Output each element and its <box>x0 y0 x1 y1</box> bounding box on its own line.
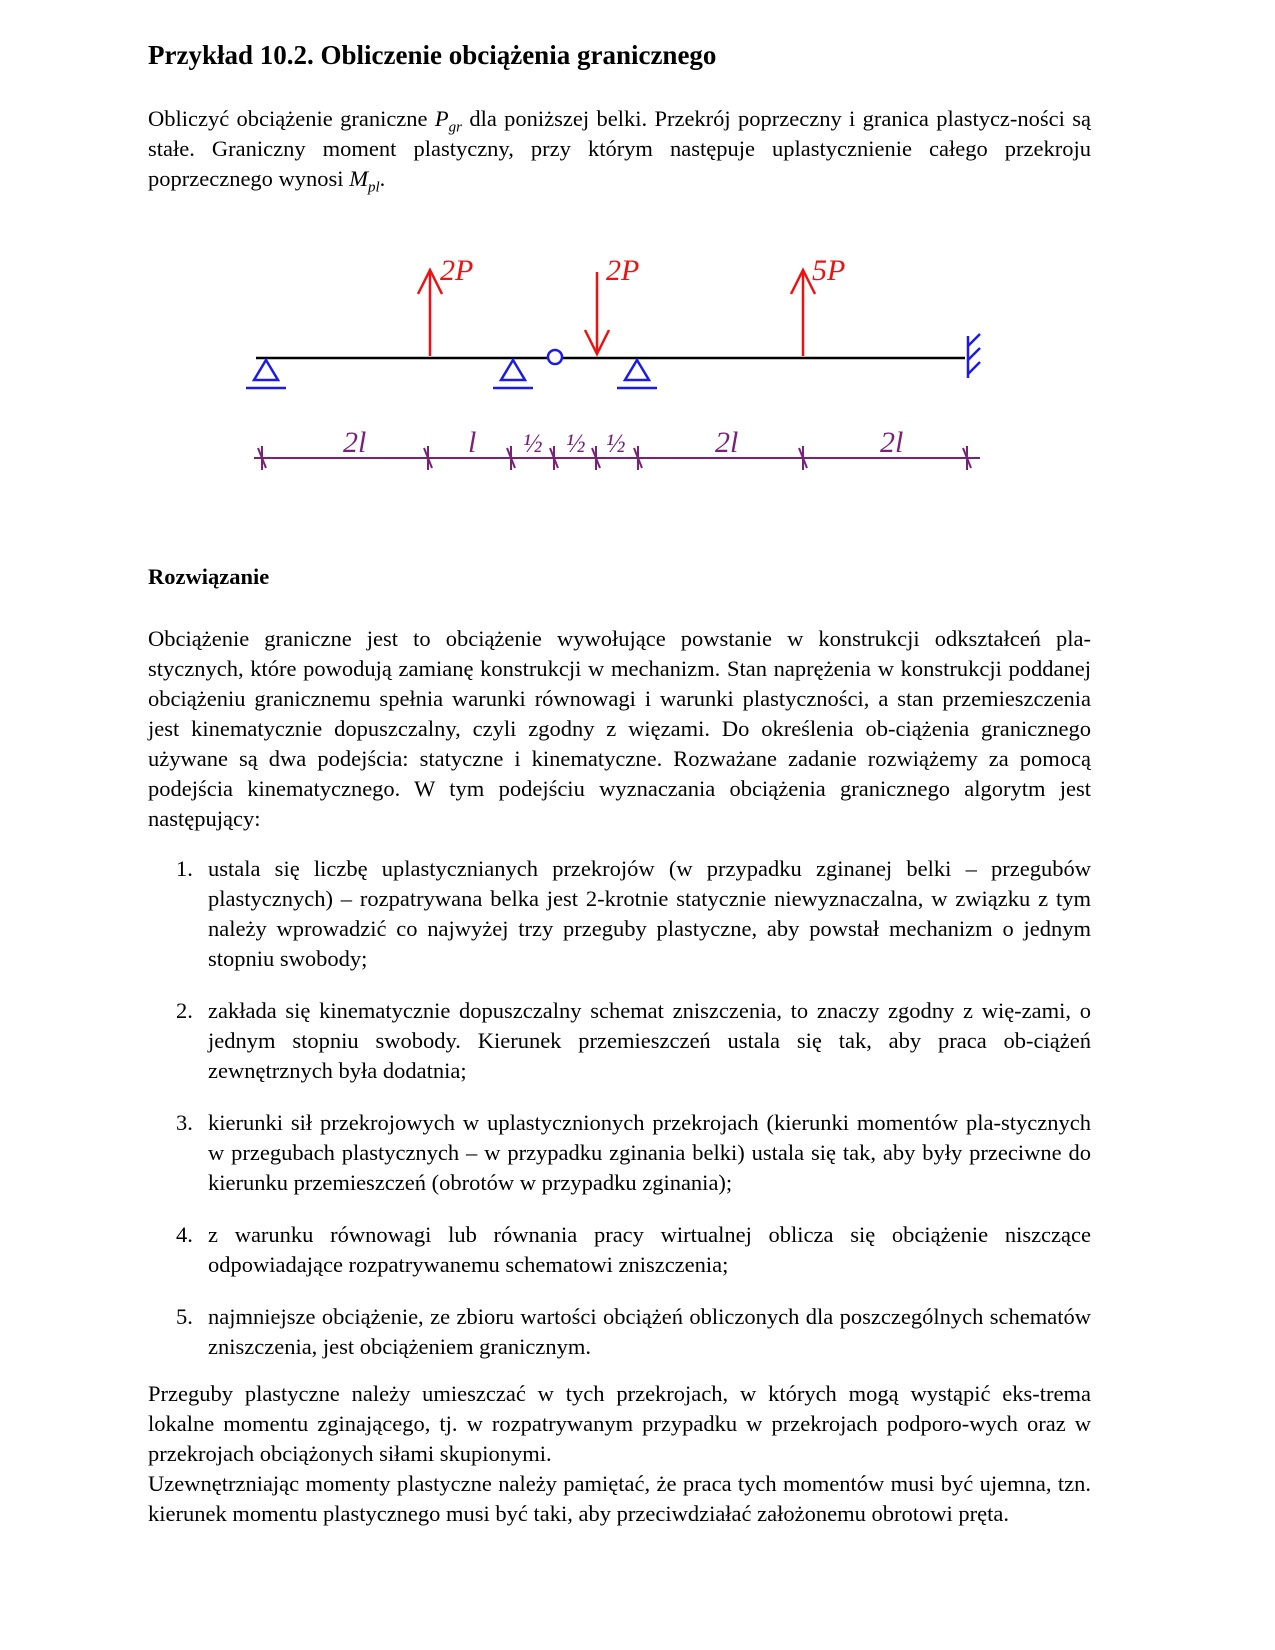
beam-diagram <box>0 240 1275 500</box>
list-item-text: kierunki sił przekrojowych w uplastycznionych przekrojach (kierunki momentów pla-stycznych w przegubach plastycznych – w przypadku zginania belki) ustala się tak, aby były przeciwne do kierunku przemieszczeń (obrotów w przypadku zginania); <box>208 1110 1091 1195</box>
list-item <box>148 1302 1091 1362</box>
list-item-text: najmniejsze obciążenie, ze zbioru wartości obciążeń obliczonych dla poszczególnych schematów zniszczenia, jest obciążeniem granicznym. <box>208 1304 1091 1359</box>
pinned-support-left <box>246 360 286 388</box>
intro-text-3: . <box>379 166 386 191</box>
example-title: Przykład 10.2. Obliczenie obciążenia granicznego <box>148 40 717 70</box>
list-item <box>148 1108 1091 1198</box>
load-label-2: 2P <box>606 254 640 287</box>
dimension-label-7: 2l <box>880 426 904 459</box>
list-item <box>148 996 1091 1086</box>
dimension-label-1: 2l <box>343 426 367 459</box>
intro-paragraph <box>148 104 1091 194</box>
solution-paragraph-2: Przeguby plastyczne należy umieszczać w tych przekrojach, w których mogą wystąpić eks-trema lokalne momentu zginającego, tj. w rozpatrywanym przypadku w przekrojach podporo-wych oraz w przekrojach obciążonych siłami skupionymi. <box>148 1381 1091 1466</box>
load-label-3: 5P <box>812 254 846 287</box>
solution-paragraph-3: Uzewnętrzniając momenty plastyczne należy pamiętać, że praca tych momentów musi być ujemna, tzn. kierunek momentu plastycznego musi być taki, aby przeciwdziałać założonemu obrotowi pręta. <box>148 1471 1091 1526</box>
list-item <box>148 1220 1091 1280</box>
solution-paragraph-1: Obciążenie graniczne jest to obciążenie wywołujące powstanie w konstrukcji odkształceń pla-stycznych, które powodują zamianę konstrukcji w mechanizm. Stan naprężenia w konstrukcji poddanej obciążeniu granicznemu spełnia warunki równowagi i warunki plastyczności, a stan przemieszczenia jest kinematycznie dopuszczalny, czyli zgodny z więzami. Do określenia ob-ciążenia granicznego używane są dwa podejścia: statyczne i kinematyczne. Rozważane zadanie rozwiążemy za pomocą podejścia kinematycznego. W tym podejściu wyznaczania obciążenia granicznego algorytm jest następujący: <box>148 626 1091 831</box>
list-item-number: 5. <box>176 1304 193 1329</box>
pinned-support-right <box>617 360 657 388</box>
list-item-number: 1. <box>176 856 193 881</box>
list-item-text: zakłada się kinematycznie dopuszczalny schemat zniszczenia, to znaczy zgodny z wię-zami, o jednym stopniu swobody. Kierunek przemieszczeń ustala się tak, aby praca ob-ciążeń zewnętrznych była dodatnia; <box>208 998 1091 1083</box>
list-item-number: 2. <box>176 998 193 1023</box>
load-label-1: 2P <box>440 254 474 287</box>
dimension-label-2: l <box>468 426 477 459</box>
p-symbol: P <box>434 106 449 131</box>
fixed-support-icon <box>968 334 980 378</box>
dimension-label-5: ½ <box>606 429 626 458</box>
dimension-label-3: ½ <box>523 429 543 458</box>
dimension-label-4: ½ <box>566 429 586 458</box>
hinge-icon <box>548 350 562 364</box>
list-item-number: 4. <box>176 1222 193 1247</box>
dimension-label-6: 2l <box>715 426 739 459</box>
load-arrow-1 <box>418 270 442 356</box>
algorithm-steps-list <box>148 854 1091 1384</box>
list-item <box>148 854 1091 974</box>
m-symbol: M <box>349 166 368 191</box>
pinned-support-middle <box>493 360 533 388</box>
p-subscript: gr <box>448 119 462 136</box>
solution-heading: Rozwiązanie <box>148 564 270 589</box>
list-item-text: ustala się liczbę uplastycznianych przekrojów (w przypadku zginanej belki – przegubów plastycznych) – rozpatrywana belka jest 2-krotnie statycznie niewyznaczalna, w związku z tym należy wprowadzić co najwyżej trzy przeguby plastyczne, aby powstał mechanizm o jednym stopniu swobody; <box>208 856 1091 971</box>
intro-text-1: Obliczyć obciążenie graniczne <box>148 106 435 131</box>
m-subscript: pl <box>367 179 380 196</box>
list-item-text: z warunku równowagi lub równania pracy wirtualnej oblicza się obciążenie niszczące odpowiadające rozpatrywanemu schematowi zniszczenia; <box>208 1222 1091 1277</box>
list-item-number: 3. <box>176 1110 193 1135</box>
intro-text-2: dla poniższej belki. Przekrój poprzeczny i granica plastycz-ności są stałe. Graniczny moment plastyczny, przy którym następuje uplastycznienie całego przekroju poprzecznego wynosi <box>148 106 1091 191</box>
